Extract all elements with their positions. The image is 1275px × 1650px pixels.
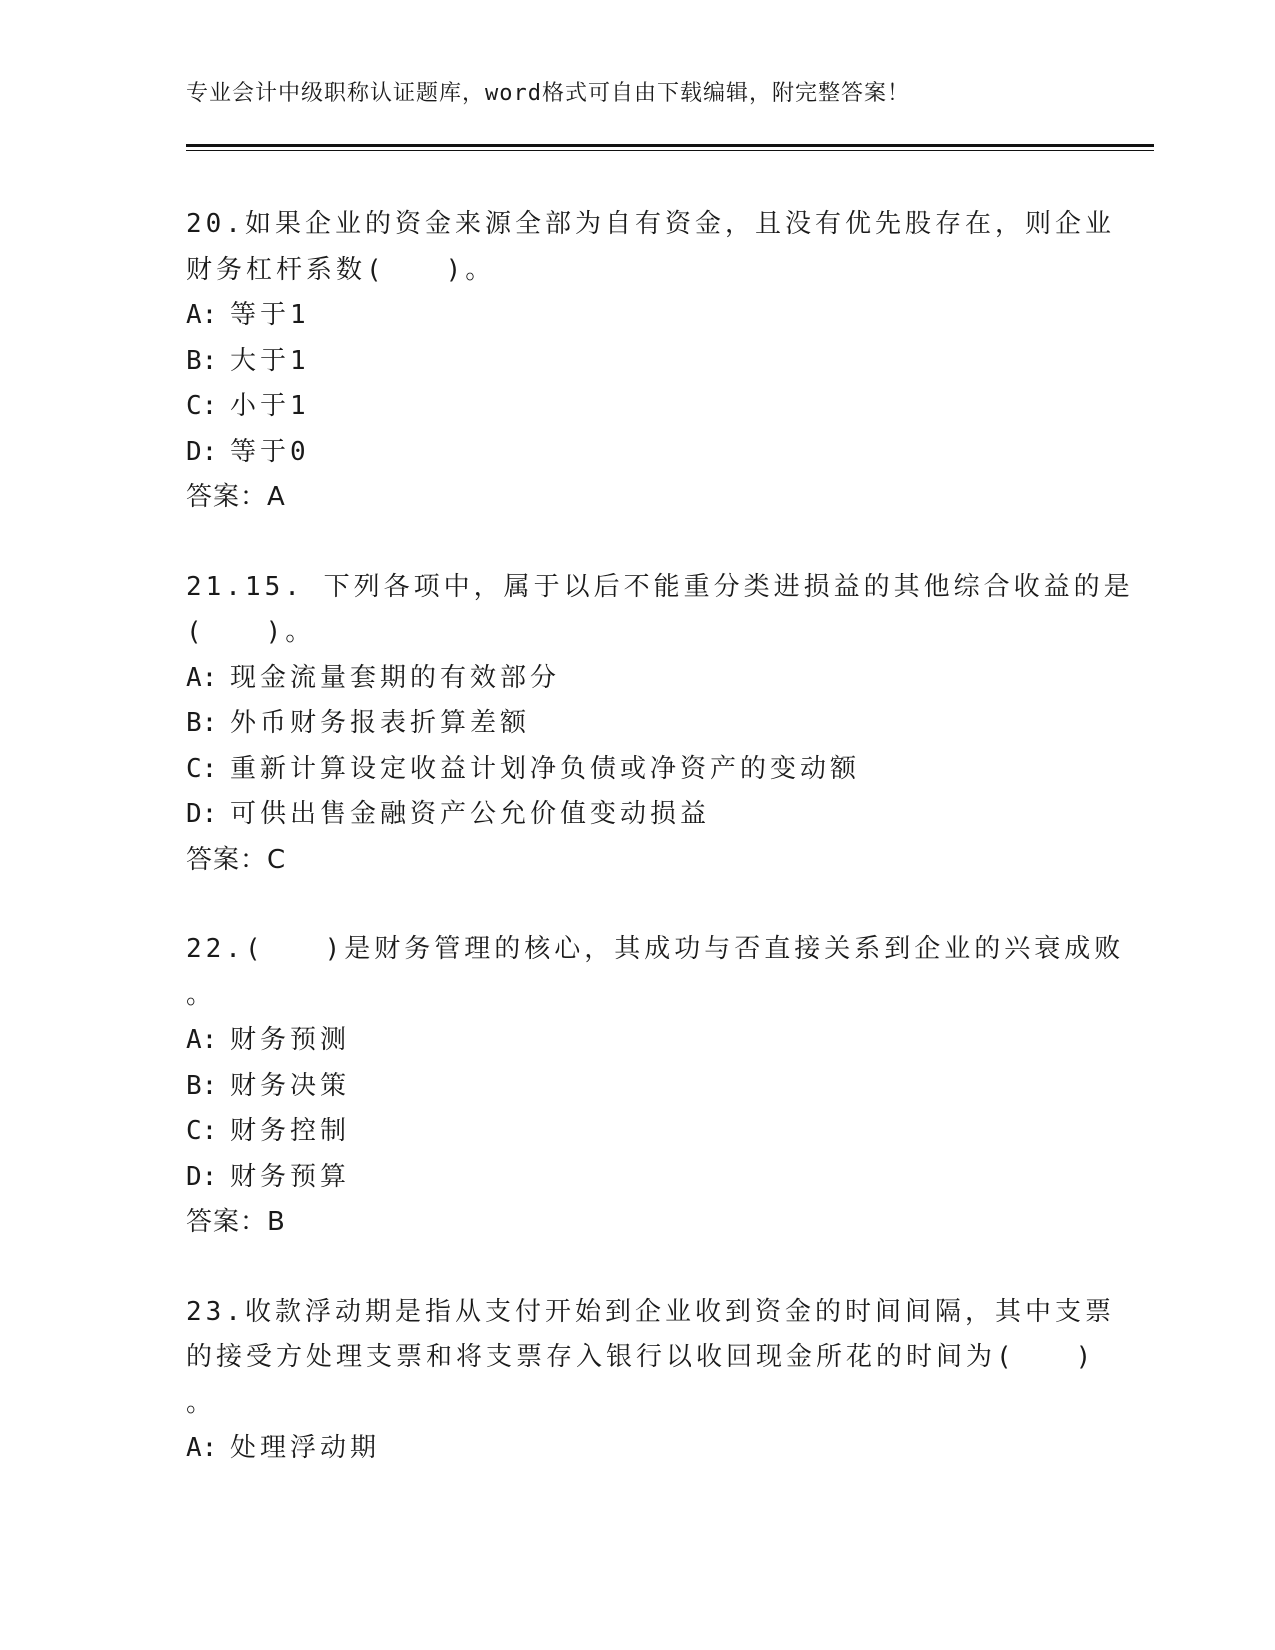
- question-text-line: 20.如果企业的资金来源全部为自有资金，且没有优先股存在，则企业: [186, 209, 1115, 239]
- question-22: [186, 927, 1125, 1246]
- option-a: [186, 656, 1086, 702]
- option-b: [186, 701, 1086, 747]
- option-b: [186, 339, 1086, 385]
- question-text-line: 。: [186, 979, 217, 1010]
- option-letter: C:: [186, 1116, 218, 1146]
- question-text-line: 财务杠杆系数( )。: [186, 254, 496, 285]
- answer-line: 答案：B: [186, 1207, 286, 1237]
- option-text: 大于1: [230, 345, 310, 376]
- option-text: 外币财务报表折算差额: [230, 708, 531, 738]
- answer-line: 答案：C: [186, 844, 287, 875]
- option-c: [186, 1109, 1086, 1155]
- option-text: 重新计算设定收益计划净负债或净资产的变动额: [230, 753, 861, 784]
- option-letter: B:: [186, 1070, 218, 1101]
- header-rule-thin: [186, 150, 1154, 151]
- option-letter: B:: [186, 345, 218, 376]
- answer-line: 答案：A: [186, 482, 286, 512]
- question-20: [186, 202, 1115, 521]
- option-d: [186, 430, 1086, 476]
- question-21: [186, 565, 1134, 884]
- option-a: [186, 293, 1086, 339]
- option-letter: A:: [186, 662, 218, 693]
- option-a: [186, 1018, 1086, 1064]
- question-text-line: ( )。: [186, 617, 316, 647]
- option-letter: D:: [186, 1161, 218, 1192]
- option-b: [186, 1064, 1086, 1110]
- option-letter: C:: [186, 391, 218, 421]
- option-text: 财务预算: [230, 1161, 351, 1192]
- question-list: [186, 202, 1134, 1516]
- option-d: [186, 792, 1086, 838]
- option-letter: A:: [186, 1433, 218, 1463]
- option-letter: D:: [186, 436, 218, 467]
- page-header: 专业会计中级职称认证题库，word格式可自由下载编辑，附完整答案！: [186, 81, 910, 106]
- option-text: 财务控制: [230, 1116, 351, 1146]
- option-text: 等于0: [230, 436, 310, 467]
- option-letter: C:: [186, 753, 218, 784]
- question-text-line: 22.( )是财务管理的核心，其成功与否直接关系到企业的兴衰成败: [186, 934, 1125, 964]
- option-letter: A:: [186, 1025, 218, 1055]
- option-letter: A:: [186, 300, 218, 330]
- question-text-line: 23.收款浮动期是指从支付开始到企业收到资金的时间间隔，其中支票: [186, 1296, 1115, 1327]
- option-c: [186, 747, 1086, 793]
- option-text: 现金流量套期的有效部分: [230, 662, 561, 693]
- question-text-line: 21.15. 下列各项中，属于以后不能重分类进损益的其他综合收益的是: [186, 571, 1134, 602]
- option-text: 小于1: [230, 391, 310, 421]
- question-text-line: 的接受方处理支票和将支票存入银行以收回现金所花的时间为( ): [186, 1342, 1096, 1372]
- question-text-line: 。: [186, 1387, 217, 1418]
- option-text: 可供出售金融资产公允价值变动损益: [230, 799, 711, 829]
- option-letter: D:: [186, 799, 218, 829]
- option-text: 处理浮动期: [230, 1433, 381, 1463]
- header-rule-thick: [186, 144, 1154, 147]
- option-text: 等于1: [230, 300, 310, 330]
- question-23: [186, 1290, 1115, 1472]
- option-text: 财务决策: [230, 1070, 351, 1101]
- option-letter: B:: [186, 708, 218, 738]
- option-d: [186, 1155, 1086, 1201]
- option-a: [186, 1426, 1086, 1472]
- option-text: 财务预测: [230, 1025, 351, 1055]
- option-c: [186, 384, 1086, 430]
